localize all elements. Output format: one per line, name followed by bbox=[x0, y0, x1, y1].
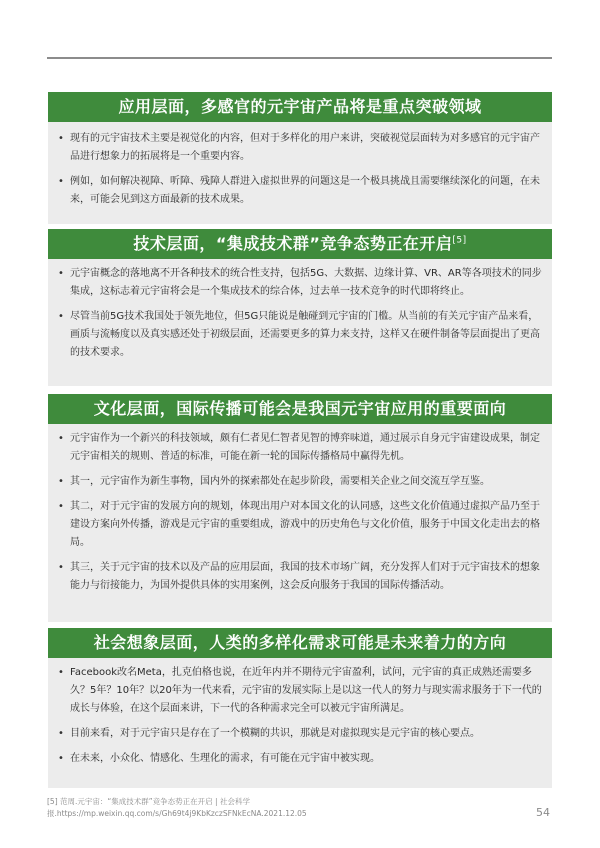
section-title: 文化层面，国际传播可能会是我国元宇宙应用的重要面向 bbox=[48, 394, 552, 424]
section-social bbox=[48, 628, 552, 788]
section-title: 社会想象层面，人类的多样化需求可能是未来着力的方向 bbox=[48, 628, 552, 658]
list-item: • 例如，如何解决视障、听障、残障人群进入虚拟世界的问题这是一个极具挑战且需要继续深化的问题，在未来，可能会见到这方面最新的技术成果。 bbox=[58, 173, 542, 209]
list-item: • Facebook改名Meta，扎克伯格也说，在近年内并不期待元宇宙盈利，试问，元宇宙的真正成熟还需要多久？5年？10年？以20年为一代来看，元宇宙的发展实际上是以这一代人的努力与现实需求服务于下一代的成长与体验，在这个层面来讲，下一代的各种需求完全可以被元宇宙所满足。 bbox=[58, 664, 542, 718]
footnote-line: 报.https://mp.weixin.qq.com/s/Gh69t4j9KbKzczSFNkEcNA.2021.12.05 bbox=[47, 809, 307, 818]
list-item: • 现有的元宇宙技术主要是视觉化的内容，但对于多样化的用户来讲，突破视觉层面转为对多感官的元宇宙产品进行想象力的拓展将是一个重要内容。 bbox=[58, 130, 542, 166]
list-item: • 其三，关于元宇宙的技术以及产品的应用层面，我国的技术市场广阔，充分发挥人们对于元宇宙技术的想象能力与衍接能力，为国外提供具体的实用案例，这会反向服务于我国的国际传播活动。 bbox=[58, 559, 542, 595]
section-technology bbox=[48, 229, 552, 386]
section-title-text: 技术层面，“集成技术群”竞争态势正在开启 bbox=[133, 234, 453, 253]
top-divider bbox=[47, 57, 552, 59]
list-item: • 目前来看，对于元宇宙只是存在了一个模糊的共识，那就是对虚拟现实是元宇宙的核心要点。 bbox=[58, 725, 542, 743]
footnote-line: [5] 范周.元宇宙：“集成技术群”竞争态势正在开启 | 社会科学 bbox=[47, 797, 250, 806]
list-item: • 在未来，小众化、情感化、生理化的需求，有可能在元宇宙中被实现。 bbox=[58, 750, 542, 768]
section-title: 应用层面，多感官的元宇宙产品将是重点突破领域 bbox=[48, 92, 552, 122]
section-title bbox=[48, 229, 552, 259]
list-item: • 其二，对于元宇宙的发展方向的规划，体现出用户对本国文化的认同感，这些文化价值通过虚拟产品乃至于建设方案向外传播，游戏是元宇宙的重要组成，游戏中的历史角色与文化价值，服务于中国文化走出去的格局。 bbox=[58, 498, 542, 552]
list-item: • 尽管当前5G技术我国处于领先地位，但5G只能说是触碰到元宇宙的门槛。从当前的有关元宇宙产品来看，画质与流畅度以及真实感还处于初级层面，还需要更多的算力来支持，这样又在硬件制备等层面提出了更高的技术要求。 bbox=[58, 308, 542, 362]
section-application bbox=[48, 92, 552, 224]
list-item: • 元宇宙作为一个新兴的科技领域，颇有仁者见仁智者见智的博弈味道，通过展示自身元宇宙建设成果，制定元宇宙相关的规则、普适的标准，可能在新一轮的国际传播格局中赢得先机。 bbox=[58, 430, 542, 466]
list-item: • 元宇宙概念的落地离不开各种技术的统合性支持，包括5G、大数据、边缘计算、VR、AR等各项技术的同步集成，这标志着元宇宙将会是一个集成技术的综合体，过去单一技术竞争的时代即将终止。 bbox=[58, 265, 542, 301]
footnote-reference bbox=[47, 796, 367, 820]
citation-ref: [5] bbox=[452, 235, 467, 246]
list-item: • 其一，元宇宙作为新生事物，国内外的探索都处在起步阶段，需要相关企业之间交流互学互鉴。 bbox=[58, 473, 542, 491]
section-culture bbox=[48, 394, 552, 622]
page-number: 54 bbox=[536, 806, 550, 819]
